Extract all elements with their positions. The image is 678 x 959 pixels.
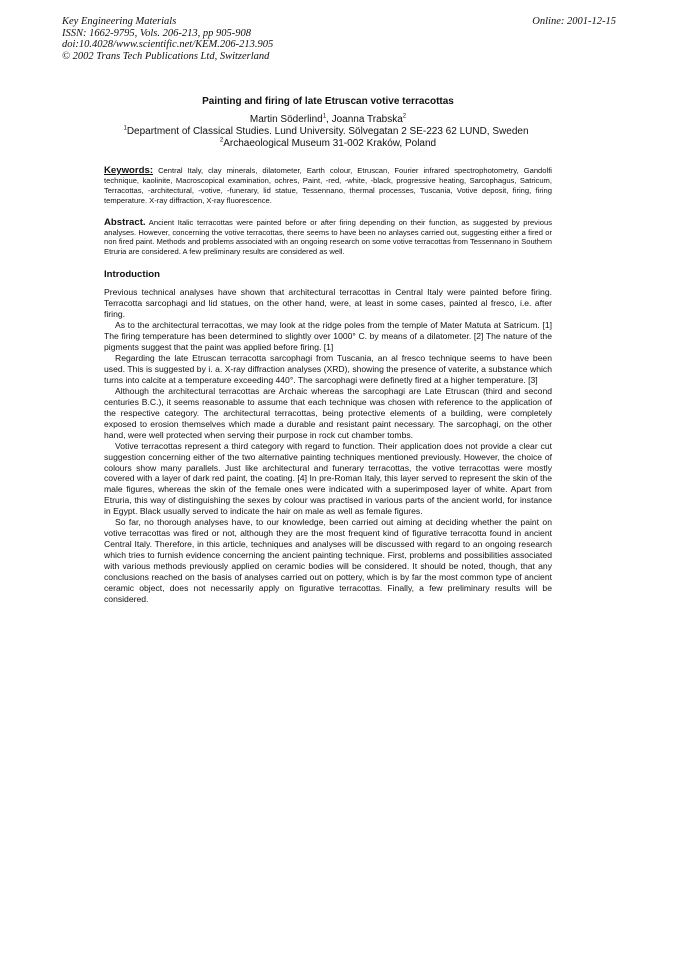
online-date: Online: 2001-12-15 [532, 16, 616, 27]
keywords-block [104, 166, 552, 206]
copyright-line: © 2002 Trans Tech Publications Ltd, Switzerland [62, 50, 270, 62]
affiliation-text: Department of Classical Studies. Lund University. Sölvegatan 2 SE-223 62 LUND, Sweden [126, 126, 529, 137]
abstract-block [104, 218, 552, 258]
introduction-text [104, 287, 552, 605]
journal-header [62, 16, 482, 62]
author-name: Joanna Trabska [331, 114, 403, 125]
affiliation-marker: 2 [402, 113, 407, 120]
section-heading: Introduction [104, 269, 160, 281]
paragraph: So far, no thorough analyses have, to our knowledge, been carried out aiming at deciding whether the paint on votive terracottas was fired or not, although they are the most frequent kind of figurative terracotta found in ancient Central Italy. Therefore, in this article, techniques and analyses will be discussed with regard to an ongoing research which tries to furnish evidence concerning the ancient painting technique. First, problems and possibilities associated with various methods previously applied on ceramic bodies will be considered. It should be noted, though, that any conclusions reached on the basis of analyses carried out on pottery, which is by far the most common type of ancient ceramic object, does not necessarily apply on figurative terracottas. Finally, a few preliminary results will be considered. [104, 517, 552, 604]
abstract-label: Abstract. [104, 216, 146, 228]
author-name: Martin Söderlind [249, 114, 323, 125]
affiliation-marker: 2 [219, 137, 224, 144]
paragraph: Although the architectural terracottas are Archaic whereas the sarcophagi are Late Etruscan (third and second centuries B.C.), it seems reasonable to assume that each technique was chosen with reference to the application of the respective category. The architectural terracottas, being protective elements of a building, were completely exposed to erosion themselves which made a durable and resistant paint necessary. The sarcophagi, on the other hand, were well protected when serving their purpose in rock cut chamber tombs. [104, 385, 552, 440]
author-line [104, 114, 552, 126]
doi-link[interactable]: doi:10.4028/www.scientific.net/KEM.206-213.905 [62, 39, 274, 50]
affiliation-line [104, 138, 552, 150]
paper-title: Painting and firing of late Etruscan votive terracottas [202, 96, 454, 107]
author-separator: , [326, 114, 332, 125]
affiliation-text: Archaeological Museum 31-002 Kraków, Poland [223, 138, 437, 149]
affiliation-marker: 1 [123, 125, 127, 132]
keywords-label: Keywords: [104, 165, 154, 176]
affiliation-line [100, 126, 552, 138]
paper-body [104, 96, 552, 605]
paragraph: Votive terracottas represent a third category with regard to function. Their application does not provide a clear cut suggestion concerning either of the two alternative painting techniques mentioned previously. However, the choice of colours show many parallels. Just like architectural and funerary terracottas, the votive terracottas were mostly covered with a layer of dark red paint, the coating. [4] In pre-Roman Italy, this layer served to represent the skin of the male figures, whereas the skin of the female ones were indicated with a superimposed layer of white. Apart from Etruria, this way of distinguishing the sexes by colour was practised in various parts of the ancient world, for instance in Egypt. Black usually served to indicate the hair on male as well as female figures. [104, 440, 552, 517]
issn-line: ISSN: 1662-9795, Vols. 206-213, pp 905-908 [62, 27, 251, 39]
paragraph: Previous technical analyses have shown that architectural terracottas in Central Italy were painted before firing. Terracotta sarcophagi and lid statues, on the other hand, were, at least in some cases, painted al fresco, i.e. after firing. [104, 287, 552, 320]
journal-name: Key Engineering Materials [62, 16, 177, 27]
paragraph: As to the architectural terracottas, we may look at the ridge poles from the temple of Mater Matuta at Satricum. [1] The firing temperature has been determined to slightly over 1000° C. by means of a dilatometer. [2] The nature of the pigments suggest that the paint was applied before firing. [1] [104, 320, 552, 353]
keywords-text: Central Italy, clay minerals, dilatometer, Earth colour, Etruscan, Fourier infrared spectrophotometry, Gandolfi technique, kaolinite, Macroscopical examination, ochres, Paint, -red, -white, -black, progressive heating, Sarcophagus, Satricum, Terracottas, -architectural, -votive, -funerary, lid statue, Tessennano, thermal processes, Tuscania, Votive deposit, firing, firing temperature. X-ray diffraction, X-ray fluorescence. [104, 166, 552, 205]
paragraph: Regarding the late Etruscan terracotta sarcophagi from Tuscania, an al fresco technique seems to have been used. This is suggested by i. a. X-ray diffraction analyses (XRD), showing the presence of vaterite, a substance which turns into calcite at a temperature exceeding 440°. The sarcophagi were definetly fired at a higher temperature. [3] [104, 352, 552, 385]
abstract-text: Ancient Italic terracottas were painted before or after firing depending on their function, as suggested by previous analyses. However, concerning the votive terracottas, there seems to have been no anlayses carried out, suggesting either a fired or non fired paint. Methods and problems associated with an ongoing research on some votive terracottas from Tessennano in Southern Etruria are considered. A few preliminary results are considered as well. [104, 217, 552, 257]
affiliation-marker: 1 [322, 113, 327, 120]
